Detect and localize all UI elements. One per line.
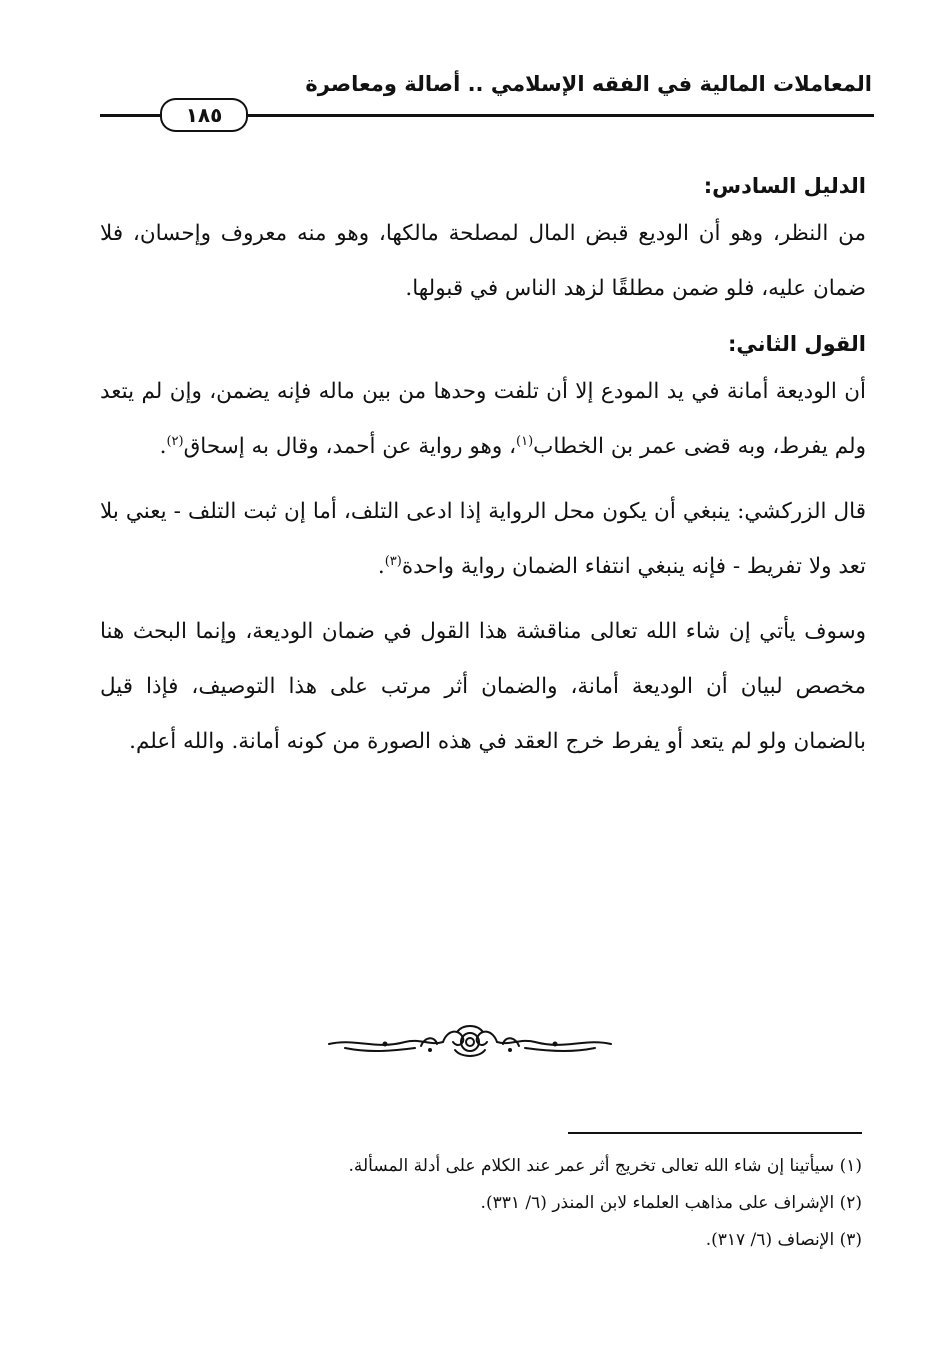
footnote-ref[interactable]: (٢) bbox=[166, 433, 184, 449]
footnote-ref[interactable]: (١) bbox=[516, 433, 534, 449]
section-heading: الدليل السادس: bbox=[703, 174, 866, 198]
running-header-title: المعاملات المالية في الفقه الإسلامي .. أصالة ومعاصرة bbox=[305, 72, 872, 96]
paragraph: من النظر، وهو أن الوديع قبض المال لمصلحة مالكها، وهو منه معروف وإحسان، فلا ضمان عليه، فلو ضمن مطلقًا لزهد الناس في قبولها. bbox=[100, 221, 866, 301]
footnote-rule bbox=[568, 1132, 862, 1134]
paragraph bbox=[100, 484, 866, 594]
paragraph-text: أن الوديعة أمانة في يد المودع إلا أن تلفت وحدها من بين ماله فإنه يضمن، وإن لم يتعد ولم يفرط، وبه قضى عمر بن الخطاب bbox=[100, 379, 866, 459]
footnote-item: (٣) الإنصاف (٦/ ٣١٧). bbox=[705, 1230, 862, 1250]
footnote-item: (٢) الإشراف على مذاهب العلماء لابن المنذر (٦/ ٣٣١). bbox=[480, 1193, 862, 1213]
page-number: ١٨٥ bbox=[160, 98, 248, 132]
section-heading: القول الثاني: bbox=[728, 332, 866, 356]
ornament-divider bbox=[325, 1022, 615, 1062]
paragraph-text: . bbox=[377, 554, 385, 579]
paragraph-text: ، وهو رواية عن أحمد، وقال به إسحاق bbox=[183, 434, 517, 459]
paragraph: وسوف يأتي إن شاء الله تعالى مناقشة هذا القول في ضمان الوديعة، وإنما البحث هنا مخصص لبيان أن الوديعة أمانة، والضمان أثر مرتب على هذا التوصيف، فإذا قيل بالضمان ولو لم يتعد أو يفرط خرج العقد في هذه الصورة من كونه أمانة. والله أعلم. bbox=[100, 619, 866, 754]
paragraph-text: . bbox=[159, 434, 167, 459]
main-text bbox=[100, 166, 866, 769]
paragraph-text: قال الزركشي: ينبغي أن يكون محل الرواية إذا ادعى التلف، أما إن ثبت التلف - يعني بلا تعد ولا تفريط - فإنه ينبغي انتفاء الضمان رواية واحدة bbox=[100, 499, 866, 579]
footnotes bbox=[100, 1148, 862, 1259]
footnote-item: (١) سيأتينا إن شاء الله تعالى تخريج أثر عمر عند الكلام على أدلة المسألة. bbox=[348, 1156, 862, 1176]
footnote-ref[interactable]: (٣) bbox=[384, 553, 402, 569]
paragraph bbox=[100, 364, 866, 474]
